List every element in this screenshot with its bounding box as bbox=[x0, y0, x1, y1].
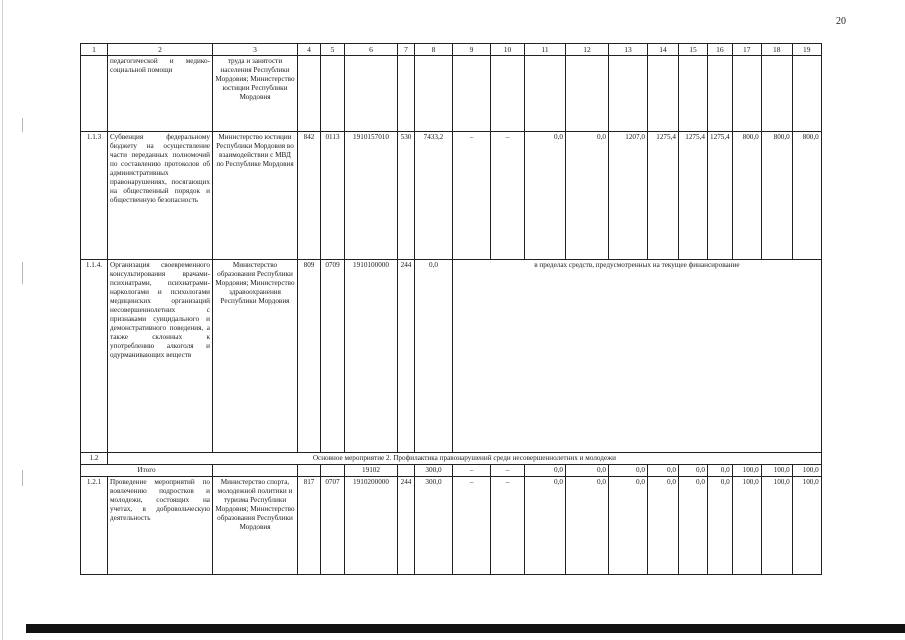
value-cell: 0,0 bbox=[609, 465, 648, 477]
value-cell: 800,0 bbox=[732, 132, 761, 260]
value-cell: 0,0 bbox=[679, 477, 708, 575]
value-cell: 300,0 bbox=[415, 477, 453, 575]
expense-type: 244 bbox=[398, 260, 415, 453]
row-number: 1.2.1 bbox=[81, 477, 108, 575]
header-cell: 19 bbox=[792, 44, 821, 56]
section-row bbox=[81, 453, 822, 465]
grbs-code: 842 bbox=[298, 132, 321, 260]
value-cell: 0,0 bbox=[648, 477, 679, 575]
value-cell: 0,0 bbox=[525, 465, 566, 477]
header-cell: 14 bbox=[648, 44, 679, 56]
header-cell: 16 bbox=[708, 44, 733, 56]
header-cell: 4 bbox=[298, 44, 321, 56]
target-article: 1910100000 bbox=[345, 260, 398, 453]
row-number: 1.1.4. bbox=[81, 260, 108, 453]
header-cell: 12 bbox=[566, 44, 609, 56]
header-cell: 1 bbox=[81, 44, 108, 56]
header-cell: 5 bbox=[321, 44, 345, 56]
value-cell: 1275,4 bbox=[679, 132, 708, 260]
section-title: Основное мероприятие 2. Профилактика правонарушений среди несовершеннолетних и молодежи bbox=[108, 453, 822, 465]
section-code: 0709 bbox=[321, 260, 345, 453]
value-cell: 0,0 bbox=[708, 465, 733, 477]
value-cell: 0,0 bbox=[415, 260, 453, 453]
scan-edge bbox=[2, 0, 3, 640]
financing-note: в пределах средств, предусмотренных на текущее финансирование bbox=[453, 260, 822, 453]
row-number bbox=[81, 56, 108, 132]
grbs-code: 817 bbox=[298, 477, 321, 575]
measure-name: Субвенция федеральному бюджету на осуществление части переданных полномочий по составлению протоколов об административных правонарушениях, посягающих на общественный порядок и общественную безопасность bbox=[108, 132, 213, 260]
value-cell: 300,0 bbox=[415, 465, 453, 477]
grbs-code: 809 bbox=[298, 260, 321, 453]
header-cell: 7 bbox=[398, 44, 415, 56]
value-cell: – bbox=[491, 477, 525, 575]
value-cell: 0,0 bbox=[566, 477, 609, 575]
value-cell: 1275,4 bbox=[648, 132, 679, 260]
value-cell: 100,0 bbox=[792, 477, 821, 575]
header-cell: 15 bbox=[679, 44, 708, 56]
value-cell: 0,0 bbox=[525, 477, 566, 575]
value-cell: 1207,0 bbox=[609, 132, 648, 260]
executor: Министерство юстиции Республики Мордовия во взаимодействии с МВД по Республике Мордовия bbox=[213, 132, 298, 260]
header-cell: 2 bbox=[108, 44, 213, 56]
value-cell: 0,0 bbox=[525, 132, 566, 260]
header-cell: 13 bbox=[609, 44, 648, 56]
executor: труда и занятости населения Республики Мордовия; Министерство юстиции Республики Мордовия bbox=[213, 56, 298, 132]
executor: Министерство спорта, молодежной политики и туризма Республики Мордовия; Министерство образования Республики Мордовия bbox=[213, 477, 298, 575]
value-cell: 800,0 bbox=[761, 132, 792, 260]
measure-name: Проведение мероприятий по вовлечению подростков и молодежи, состоящих на учетах, в добровольческую деятельность bbox=[108, 477, 213, 575]
header-row bbox=[81, 44, 822, 56]
value-cell: 0,0 bbox=[566, 132, 609, 260]
value-cell: – bbox=[453, 477, 491, 575]
scan-mark bbox=[22, 118, 23, 132]
scan-mark bbox=[22, 470, 23, 486]
row-number: 1.2 bbox=[81, 453, 108, 465]
table-row bbox=[81, 132, 822, 260]
executor: Министерство образования Республики Мордовия; Министерство здравоохранения Республики Мордовия bbox=[213, 260, 298, 453]
table-row bbox=[81, 260, 822, 453]
value-cell: 100,0 bbox=[761, 465, 792, 477]
header-cell: 8 bbox=[415, 44, 453, 56]
header-cell: 10 bbox=[491, 44, 525, 56]
target-article: 1910157010 bbox=[345, 132, 398, 260]
header-cell: 9 bbox=[453, 44, 491, 56]
section-code: 0113 bbox=[321, 132, 345, 260]
value-cell: 100,0 bbox=[792, 465, 821, 477]
value-cell: 0,0 bbox=[679, 465, 708, 477]
page-number: 20 bbox=[836, 16, 846, 27]
header-cell: 18 bbox=[761, 44, 792, 56]
value-cell: 0,0 bbox=[648, 465, 679, 477]
target-article: 19102 bbox=[345, 465, 398, 477]
value-cell: 100,0 bbox=[732, 465, 761, 477]
value-cell: – bbox=[453, 465, 491, 477]
row-number: 1.1.3 bbox=[81, 132, 108, 260]
value-cell: – bbox=[453, 132, 491, 260]
header-cell: 6 bbox=[345, 44, 398, 56]
header-cell: 3 bbox=[213, 44, 298, 56]
value-cell: 0,0 bbox=[609, 477, 648, 575]
measure-name: педагогической и медико-социальной помощи bbox=[108, 56, 213, 132]
value-cell: – bbox=[491, 132, 525, 260]
header-cell: 11 bbox=[525, 44, 566, 56]
table-row bbox=[81, 56, 822, 132]
value-cell: 800,0 bbox=[792, 132, 821, 260]
expense-type: 244 bbox=[398, 477, 415, 575]
scan-bottom-edge bbox=[26, 624, 905, 633]
value-cell: 0,0 bbox=[708, 477, 733, 575]
value-cell: 0,0 bbox=[566, 465, 609, 477]
value-cell: 100,0 bbox=[732, 477, 761, 575]
table-row bbox=[81, 477, 822, 575]
value-cell: 1275,4 bbox=[708, 132, 733, 260]
value-cell: 100,0 bbox=[761, 477, 792, 575]
header-cell: 17 bbox=[732, 44, 761, 56]
scan-mark bbox=[22, 262, 23, 284]
value-cell: 7433,2 bbox=[415, 132, 453, 260]
total-label: Итого bbox=[81, 465, 213, 477]
value-cell: – bbox=[491, 465, 525, 477]
total-row bbox=[81, 465, 822, 477]
target-article: 1910200000 bbox=[345, 477, 398, 575]
section-code: 0707 bbox=[321, 477, 345, 575]
expense-type: 530 bbox=[398, 132, 415, 260]
program-table bbox=[80, 43, 822, 575]
measure-name: Организация своевременного консультирования врачами-психиатрами, психиатрами-наркологами и психологами медицинских организаций несовершеннолетних с признаками суицидального и демонстративного поведения, а также склонных к употреблению алкоголя и одурманивающих веществ bbox=[108, 260, 213, 453]
